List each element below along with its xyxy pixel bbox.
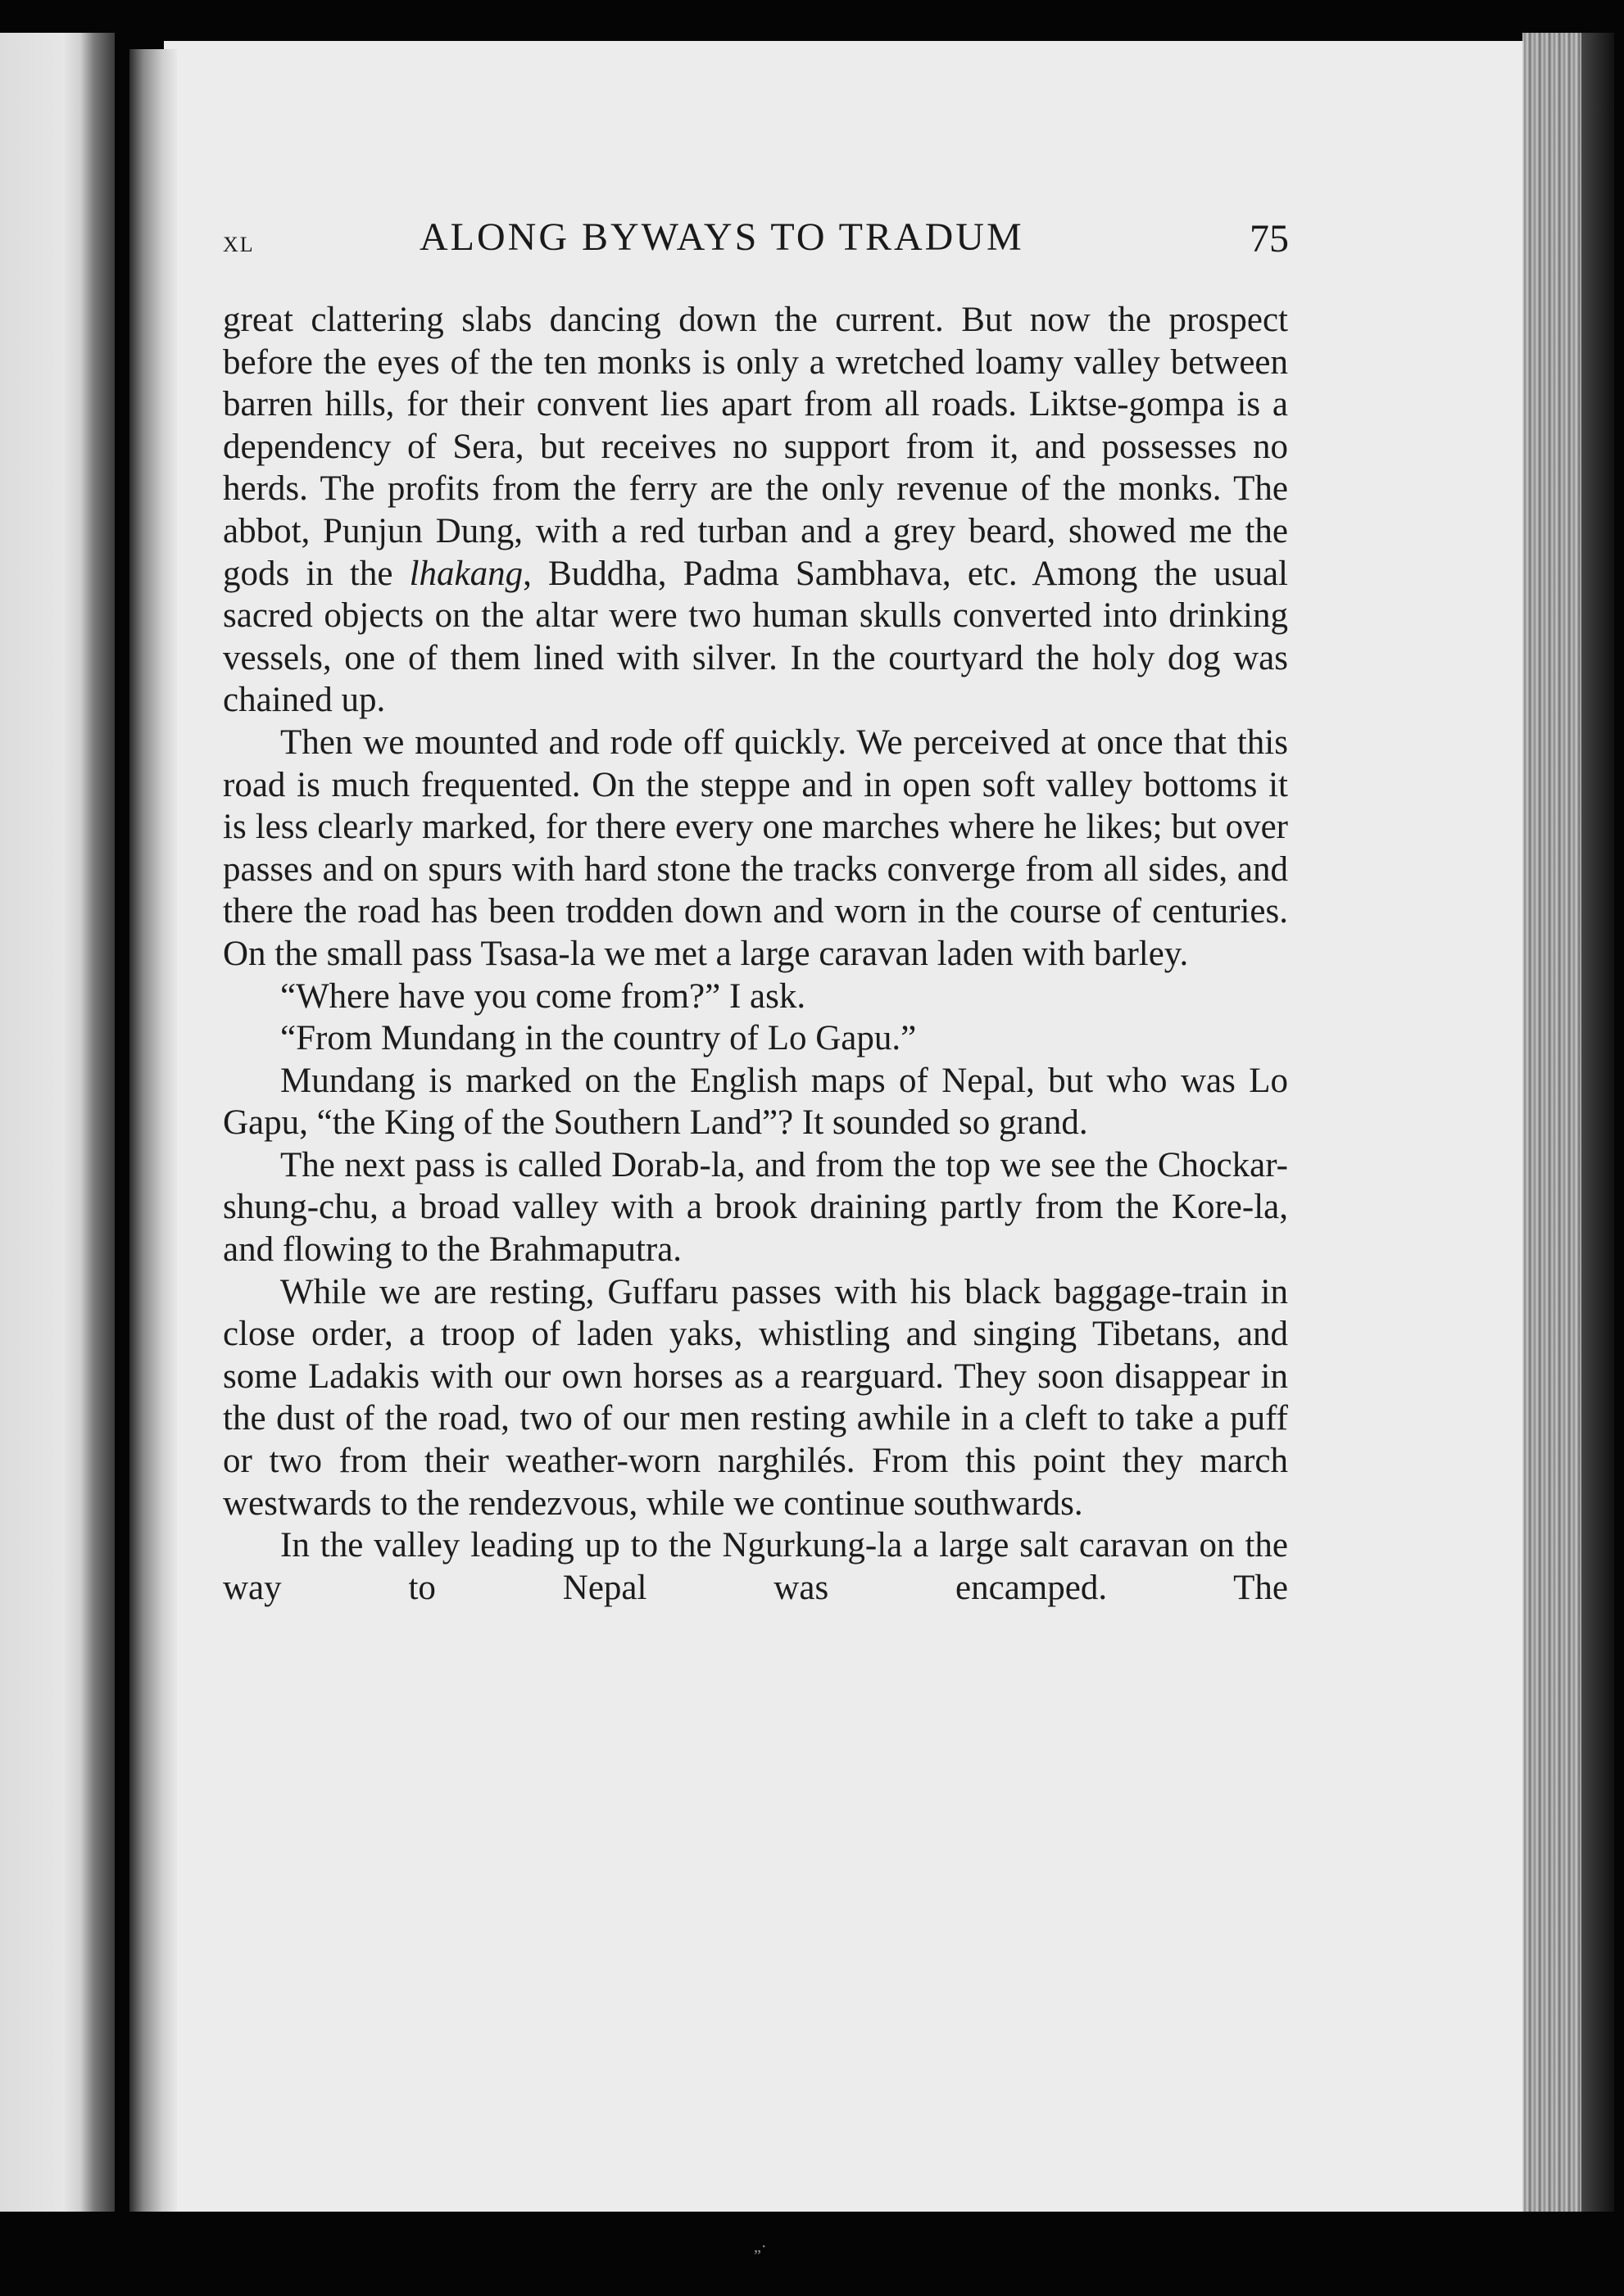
- running-title: ALONG BYWAYS TO TRADUM: [420, 215, 1024, 259]
- book-fore-edge: [1522, 33, 1583, 2212]
- paragraph: Mundang is marked on the English maps of Nepal, but who was Lo Gapu, “the King of the Southern Land”? It sounded so grand.: [223, 1061, 1288, 1143]
- paragraph: Then we mounted and rode off quickly. We perceived at once that this road is much frequented. On the steppe and in open soft valley bottoms it is less clearly marked, for there every one marches where he likes; but over passes and on spurs with hard stone the tracks converge from all sides, and there the road has been trodden down and worn in the course of centuries. On the small pass Tsasa-la we met a large caravan laden with barley.: [223, 722, 1288, 973]
- paragraph: “From Mundang in the country of Lo Gapu.”: [280, 1019, 917, 1058]
- paragraph: “Where have you come from?” I ask.: [280, 976, 806, 1016]
- previous-page-edge: [0, 33, 115, 2212]
- italic-term: lhakang: [409, 554, 524, 593]
- footer-mark: „·: [754, 2238, 767, 2256]
- paragraph: In the valley leading up to the Ngurkung-la a large salt caravan on the way to Nepal was encamped. The: [223, 1526, 1288, 1607]
- paragraph: The next pass is called Dorab-la, and from the top we see the Chockar-shung-chu, a broad valley with a brook draining partly from the Kore-la, and flowing to the Brahmaputra.: [223, 1145, 1288, 1270]
- chapter-number: XL: [223, 233, 255, 256]
- running-header: [223, 215, 1288, 272]
- paragraph: While we are resting, Guffaru passes with his black baggage-train in close order, a troop of laden yaks, whistling and singing Tibetans, and some Ladakis with our own horses as a rearguard. They soon disappear in the dust of the road, two of our men resting awhile in a cleft to take a puff or two from their weather-worn narghilés. From this point they march westwards to the rendezvous, while we continue southwards.: [223, 1272, 1288, 1523]
- body-text: [223, 299, 1288, 1609]
- paragraph: great clattering slabs dancing down the current. But now the prospect before the eyes of the ten monks is only a wretched loamy valley between barren hills, for their convent lies apart from all roads. Liktse-gompa is a dependency of Sera, but receives no support from it, and possesses no herds. The profits from the ferry are the only revenue of the monks. The abbot, Punjun Dung, with a red turban and a grey beard, showed me the gods in the lhakang, Buddha, Padma Sambhava, etc. Among the usual sacred objects on the altar were two human skulls converted into drinking vessels, one of them lined with silver. In the courtyard the holy dog was chained up.: [223, 301, 1288, 720]
- binding-shadow: [129, 49, 177, 2212]
- page-number: 75: [1250, 217, 1289, 260]
- book-cover-edge: [1581, 33, 1614, 2212]
